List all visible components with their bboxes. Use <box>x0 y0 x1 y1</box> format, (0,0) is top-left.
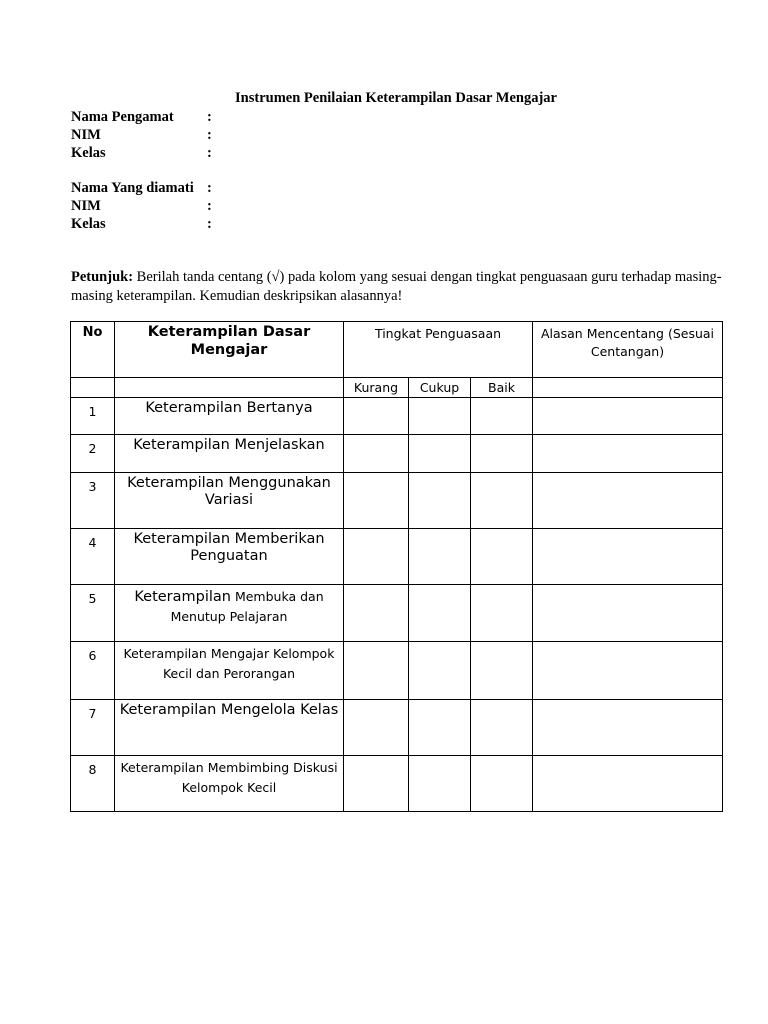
header-skill: Keterampilan Dasar Mengajar <box>115 322 344 378</box>
colon: : <box>207 127 212 143</box>
instructions-text: Berilah tanda centang (√) pada kolom yang sesuai dengan tingkat penguasaan guru terhadap masing-masing keterampilan. Kemudian deskripsikan alasannya! <box>71 269 722 304</box>
baik-cell[interactable] <box>471 585 533 642</box>
row-number: 4 <box>71 529 115 585</box>
observed-nim-field <box>71 197 212 215</box>
reason-cell[interactable] <box>533 529 723 585</box>
row-skill: Keterampilan Bertanya <box>115 398 344 435</box>
colon: : <box>207 198 212 214</box>
reason-cell[interactable] <box>533 642 723 700</box>
subheader-baik: Baik <box>471 378 533 398</box>
instructions-label: Petunjuk: <box>71 269 134 285</box>
baik-cell[interactable] <box>471 398 533 435</box>
observer-name-field <box>71 108 212 126</box>
header-row <box>71 322 723 378</box>
empty-cell <box>115 378 344 398</box>
cukup-cell[interactable] <box>409 435 471 473</box>
baik-cell[interactable] <box>471 473 533 529</box>
observed-name-field <box>71 179 212 197</box>
observed-class-field <box>71 215 212 233</box>
kurang-cell[interactable] <box>344 642 409 700</box>
row-skill: Keterampilan Mengajar Kelompok Kecil dan Perorangan <box>115 642 344 700</box>
header-mastery: Tingkat Penguasaan <box>344 322 533 378</box>
empty-cell <box>533 378 723 398</box>
subheader-row <box>71 378 723 398</box>
observer-nim-label: NIM <box>71 127 101 143</box>
row-skill: Keterampilan Mengelola Kelas <box>115 700 344 756</box>
colon: : <box>207 145 212 161</box>
baik-cell[interactable] <box>471 435 533 473</box>
row-skill-part-a: Keterampilan <box>134 589 231 605</box>
row-number: 6 <box>71 642 115 700</box>
table-row <box>71 756 723 812</box>
table-row <box>71 585 723 642</box>
kurang-cell[interactable] <box>344 435 409 473</box>
reason-cell[interactable] <box>533 473 723 529</box>
empty-cell <box>71 378 115 398</box>
reason-cell[interactable] <box>533 585 723 642</box>
reason-cell[interactable] <box>533 398 723 435</box>
baik-cell[interactable] <box>471 700 533 756</box>
colon: : <box>207 109 212 125</box>
cukup-cell[interactable] <box>409 473 471 529</box>
table-row <box>71 435 723 473</box>
row-skill: Keterampilan Menggunakan Variasi <box>115 473 344 529</box>
kurang-cell[interactable] <box>344 473 409 529</box>
cukup-cell[interactable] <box>409 585 471 642</box>
observer-class-label: Kelas <box>71 145 106 161</box>
row-number: 5 <box>71 585 115 642</box>
table-row <box>71 642 723 700</box>
reason-cell[interactable] <box>533 756 723 812</box>
colon: : <box>207 180 212 196</box>
baik-cell[interactable] <box>471 642 533 700</box>
row-skill: Keterampilan Menjelaskan <box>115 435 344 473</box>
instructions <box>71 268 731 306</box>
reason-cell[interactable] <box>533 435 723 473</box>
row-skill-part-b: Membuka dan Menutup Pelajaran <box>170 589 324 624</box>
table-row <box>71 398 723 435</box>
subheader-kurang: Kurang <box>344 378 409 398</box>
row-skill <box>115 585 344 642</box>
row-skill: Keterampilan Membimbing Diskusi Kelompok Kecil <box>115 756 344 812</box>
row-number: 8 <box>71 756 115 812</box>
header-reason: Alasan Mencentang (Sesuai Centangan) <box>533 322 723 378</box>
observed-class-label: Kelas <box>71 216 106 232</box>
observer-nim-field <box>71 126 212 144</box>
row-number: 3 <box>71 473 115 529</box>
header-no: No <box>71 322 115 378</box>
cukup-cell[interactable] <box>409 756 471 812</box>
row-skill: Keterampilan Memberikan Penguatan <box>115 529 344 585</box>
baik-cell[interactable] <box>471 529 533 585</box>
kurang-cell[interactable] <box>344 700 409 756</box>
observed-nim-label: NIM <box>71 198 101 214</box>
kurang-cell[interactable] <box>344 585 409 642</box>
row-number: 1 <box>71 398 115 435</box>
kurang-cell[interactable] <box>344 398 409 435</box>
cukup-cell[interactable] <box>409 529 471 585</box>
reason-cell[interactable] <box>533 700 723 756</box>
baik-cell[interactable] <box>471 756 533 812</box>
assessment-table <box>70 321 723 812</box>
subheader-cukup: Cukup <box>409 378 471 398</box>
cukup-cell[interactable] <box>409 642 471 700</box>
observer-class-field <box>71 144 212 162</box>
kurang-cell[interactable] <box>344 756 409 812</box>
row-number: 2 <box>71 435 115 473</box>
table-row <box>71 473 723 529</box>
observer-name-label: Nama Pengamat <box>71 109 174 125</box>
row-number: 7 <box>71 700 115 756</box>
cukup-cell[interactable] <box>409 398 471 435</box>
colon: : <box>207 216 212 232</box>
cukup-cell[interactable] <box>409 700 471 756</box>
observed-name-label: Nama Yang diamati <box>71 180 194 196</box>
table-row <box>71 529 723 585</box>
document-title: Instrumen Penilaian Keterampilan Dasar Mengajar <box>235 90 557 106</box>
table-row <box>71 700 723 756</box>
kurang-cell[interactable] <box>344 529 409 585</box>
